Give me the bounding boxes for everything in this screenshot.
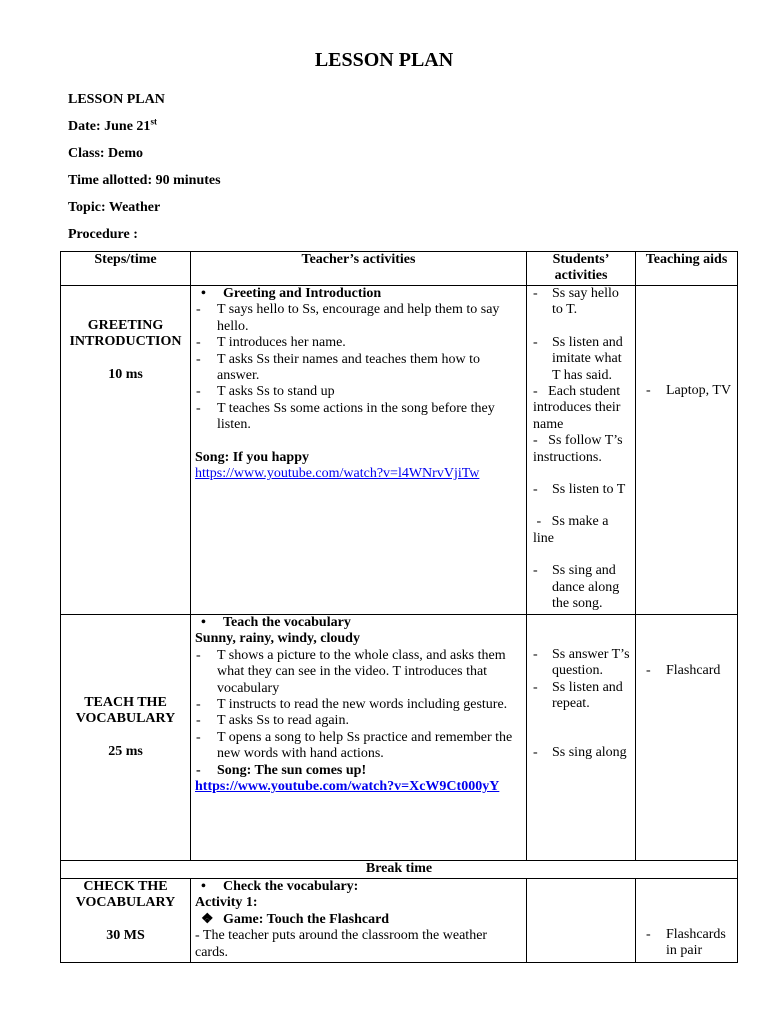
step-time: 10 ms xyxy=(108,366,143,382)
header-steps: Steps/time xyxy=(61,252,191,286)
break-row xyxy=(61,861,738,879)
topic-line: Topic: Weather xyxy=(68,200,161,215)
song-link[interactable]: https://www.youtube.com/watch?v=XcW9Ct000yY xyxy=(195,779,500,795)
activity-heading: • Teach the vocabulary xyxy=(195,615,522,631)
list-item: - T teaches Ss some actions in the song before they listen. xyxy=(195,401,522,434)
list-item: - T instructs to read the new words including gesture. xyxy=(195,697,522,713)
list-item: - T shows a picture to the whole class, and asks them what they can see in the video. T introduces that vocabulary xyxy=(195,648,522,697)
step-title: INTRODUCTION xyxy=(69,334,182,350)
step-title: VOCABULARY xyxy=(75,895,176,911)
step-title: GREETING xyxy=(87,318,164,333)
list-item: - T asks Ss to read again. xyxy=(195,713,522,729)
list-item: - Ss listen to T xyxy=(531,482,631,498)
date-suffix: st xyxy=(150,116,157,127)
list-item: - T asks Ss to stand up xyxy=(195,384,522,400)
aids-cell xyxy=(636,879,738,963)
step-time: 25 ms xyxy=(108,743,143,759)
table-row xyxy=(61,879,738,963)
teacher-cell xyxy=(191,286,527,615)
header-students: Students’ activities xyxy=(527,252,636,286)
time-allotted-line: Time allotted: 90 minutes xyxy=(68,173,221,188)
procedure-table xyxy=(60,251,738,963)
procedure-line: Procedure : xyxy=(68,227,138,242)
activity-heading: • Greeting and Introduction xyxy=(195,286,522,302)
song-link[interactable]: https://www.youtube.com/watch?v=l4WNrvVjiTw xyxy=(195,466,480,482)
class-line: Class: Demo xyxy=(68,146,144,161)
break-time: Break time xyxy=(61,861,738,879)
activity-heading: • Check the vocabulary: xyxy=(195,879,522,895)
teacher-cell xyxy=(191,615,527,861)
header-teacher: Teacher’s activities xyxy=(191,252,527,286)
list-item: - Ss sing and dance along the song. xyxy=(531,563,631,612)
activity-label: Activity 1: xyxy=(195,895,258,911)
list-item: - Ss listen and repeat. xyxy=(531,680,631,713)
step-title: CHECK THE xyxy=(83,879,168,894)
list-item: - Ss follow T’s instructions. xyxy=(533,433,623,465)
page-title: LESSON PLAN xyxy=(314,49,454,71)
step-title: TEACH THE xyxy=(84,695,167,710)
song-title: - Song: The sun comes up! xyxy=(195,763,522,779)
game-title: ❖ Game: Touch the Flashcard xyxy=(195,912,522,928)
list-item: - Each student introduces their name xyxy=(533,384,621,432)
list-item: - Ss answer T’s question. xyxy=(531,647,631,680)
lesson-plan-label: LESSON PLAN xyxy=(68,92,165,107)
students-cell xyxy=(527,286,636,615)
list-item: - Ss sing along xyxy=(531,745,631,761)
date-line xyxy=(68,116,157,135)
date-text: Date: June 21 xyxy=(68,119,151,134)
list-item: - T introduces her name. xyxy=(195,335,522,351)
step-title: VOCABULARY xyxy=(75,711,176,727)
list-item-text: Ss make a line xyxy=(533,514,609,546)
list-item: - T says hello to Ss, encourage and help them to say hello. xyxy=(195,302,522,335)
table-row xyxy=(61,286,738,615)
step-time: 30 MS xyxy=(106,927,145,943)
list-item: - Ss say hello to T. xyxy=(531,286,631,319)
list-item: - T asks Ss their names and teaches them how to answer. xyxy=(195,352,522,385)
song-title: Song: If you happy xyxy=(195,449,309,465)
teaching-aid: - Flashcard xyxy=(640,663,733,679)
list-item-text: Each student introduces their name xyxy=(533,384,621,432)
step-cell xyxy=(61,615,191,861)
vocabulary-words: Sunny, rainy, windy, cloudy xyxy=(195,631,360,647)
header-aids: Teaching aids xyxy=(636,252,738,286)
list-item-text: Ss follow T’s instructions. xyxy=(533,433,623,465)
step-cell xyxy=(61,286,191,615)
step-cell xyxy=(61,879,191,963)
activity-text: - The teacher puts around the classroom the weather cards. xyxy=(195,928,488,960)
list-item: - Ss listen and imitate what T has said. xyxy=(531,335,631,384)
teacher-cell xyxy=(191,879,527,963)
list-item: - Ss make a line xyxy=(533,514,609,546)
aids-cell xyxy=(636,615,738,861)
teaching-aid: - Laptop, TV xyxy=(640,383,733,399)
students-cell xyxy=(527,615,636,861)
table-row xyxy=(61,615,738,861)
list-item: - T opens a song to help Ss practice and remember the new words with hand actions. xyxy=(195,730,522,763)
students-cell xyxy=(527,879,636,963)
aids-cell xyxy=(636,286,738,615)
teaching-aid: - Flashcards in pair xyxy=(640,927,733,960)
table-header-row xyxy=(61,252,738,286)
